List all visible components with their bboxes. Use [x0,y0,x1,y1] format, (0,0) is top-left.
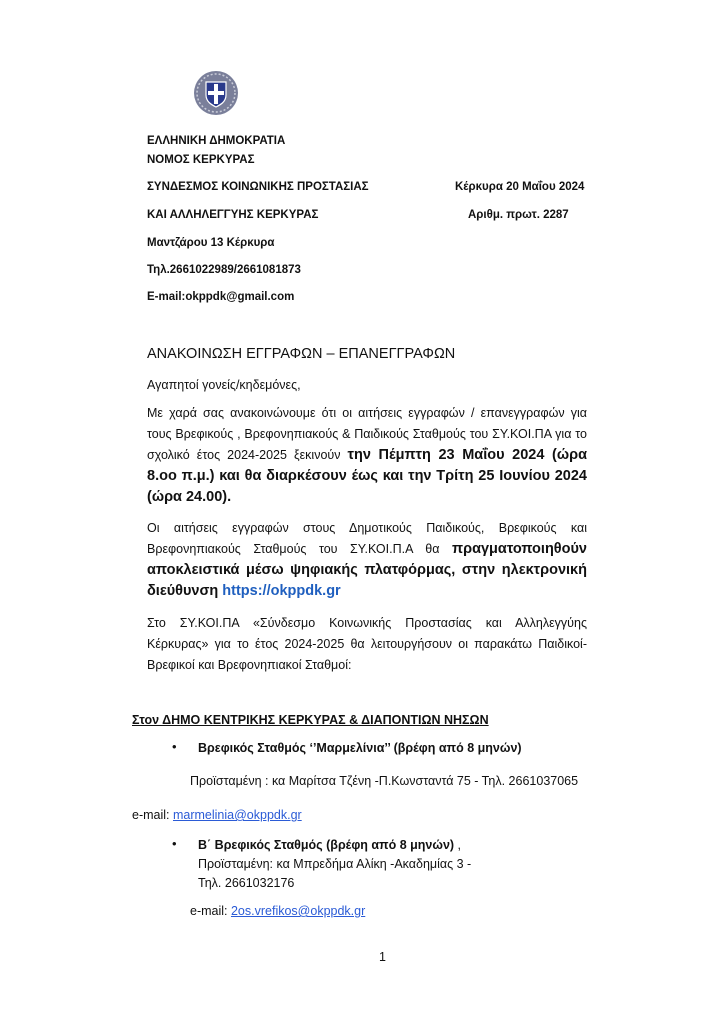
section-heading: Στον ΔΗΜΟ ΚΕΝΤΡΙΚΗΣ ΚΕΡΚΥΡΑΣ & ΔΙΑΠΟΝΤΙΩΝ ΝΗΣΩΝ [132,713,489,727]
station-2-email-row [190,904,365,918]
station-1-name: Βρεφικός Σταθμός ‘’Μαρμελίνια’’ (βρέφη από 8 μηνών) [198,741,522,755]
station-1-email-link[interactable]: marmelinia@okppdk.gr [172,808,302,822]
paragraph-platform-text: Οι αιτήσεις εγγραφών στους Δημοτικούς Παιδικούς, Βρεφικούς και Βρεφονηπιακούς Σταθμούς του ΣΥ.ΚΟΙ.Π.Α θα [147,521,587,556]
header-address: Μαντζάρου 13 Κέρκυρα [147,237,275,249]
platform-link[interactable]: https://okppdk.gr [222,583,341,599]
paragraph-dates [147,403,587,508]
paragraph-stations-intro: Στο ΣΥ.ΚΟΙ.ΠΑ «Σύνδεσμο Κοινωνικής Προστασίας και Αλληλεγγύης Κέρκυρας» για το έτος 2024-2025 θα λειτουργήσουν οι παρακάτω Παιδικοί-Βρεφικοί και Βρεφονηπιακοί Σταθμοί: [147,616,587,672]
station-2-name-row [198,838,461,852]
header-phone: Τηλ.2661022989/2661081873 [147,264,301,276]
bullet: • [172,739,177,754]
station-2-email-label: e-mail: [190,904,231,918]
paragraph-dates-bold: την Πέμπτη 23 Μαΐου 2024 (ώρα 8.οο π.μ.) και θα διαρκέσουν έως και την Τρίτη 25 Ιουνίου 2024 (ώρα 24.00). [147,447,587,505]
station-2-name-suffix: , [454,838,462,852]
station-2-email-link[interactable]: 2os.vrefikos@okppdk.gr [230,904,366,918]
station-1-email-row [132,808,302,822]
place-date: Κέρκυρα 20 Μαΐου 2024 [455,181,585,193]
paragraph-dates-text: Με χαρά σας ανακοινώνουμε ότι οι αιτήσεις εγγραφών / επανεγγραφών για τους Βρεφικούς , Βρεφονηπιακούς & Παιδικούς Σταθμούς του ΣΥ.ΚΟΙ.ΠΑ για το σχολικό έτος 2024-2025 ξεκινούν [147,406,587,462]
station-1-details: Προϊσταμένη : κα Μαρίτσα Τζένη -Π.Κωνσταντά 75 - Τηλ. 2661037065 [190,774,579,788]
bullet: • [172,836,177,851]
header-email: E-mail:okppdk@gmail.com [147,291,295,303]
paragraph-platform [147,518,587,602]
announcement-title: ΑΝΑΚΟΙΝΩΣΗ ΕΓΓΡΑΦΩΝ – ΕΠΑΝΕΓΓΡΑΦΩΝ [147,346,456,362]
greek-republic-seal [193,70,239,116]
station-1-email-label: e-mail: [132,808,173,822]
header-organization-line1: ΣΥΝΔΕΣΜΟΣ ΚΟΙΝΩΝΙΚΗΣ ΠΡΟΣΤΑΣΙΑΣ [147,181,369,193]
protocol-number: Αριθμ. πρωτ. 2287 [468,209,569,221]
paragraph-platform-bold: πραγματοποιηθούν αποκλειστικά μέσω ψηφιακής πλατφόρμας, στην ηλεκτρονική διεύθυνση [147,541,587,599]
station-2-details-line2: Τηλ. 2661032176 [198,876,295,890]
page-number: 1 [379,950,386,964]
header-republic: ΕΛΛΗΝΙΚΗ ΔΗΜΟΚΡΑΤΙΑ [147,135,286,147]
greeting: Αγαπητοί γονείς/κηδεμόνες, [147,378,301,392]
header-organization-line2: ΚΑΙ ΑΛΛΗΛΕΓΓΥΗΣ ΚΕΡΚΥΡΑΣ [147,209,319,221]
station-2-details-line1: Προϊσταμένη: κα Μπρεδήμα Αλίκη -Ακαδημίας 3 - [198,857,472,871]
header-prefecture: ΝΟΜΟΣ ΚΕΡΚΥΡΑΣ [147,154,255,166]
station-2-name: Β΄ Βρεφικός Σταθμός (βρέφη από 8 μηνών) [198,838,455,852]
